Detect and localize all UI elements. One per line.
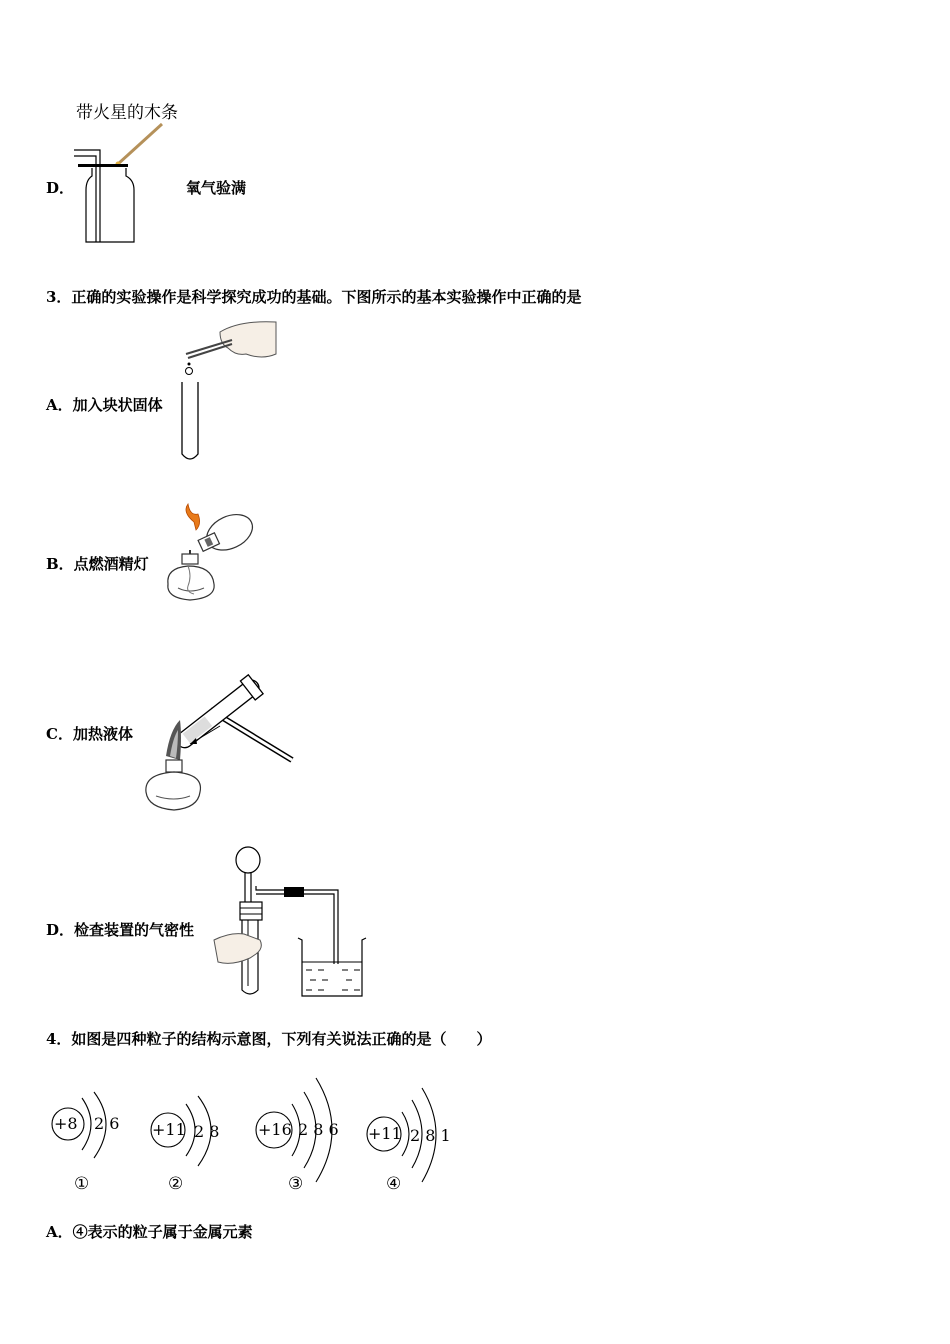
q3-option-a: A．加入块状固体 xyxy=(46,396,163,414)
q3-option-d: D．检查装置的气密性 xyxy=(46,921,195,939)
particle-3-nucleus: +16 xyxy=(258,1120,292,1139)
q4-stem: 4．如图是四种粒子的结构示意图，下列有关说法正确的是（ ） xyxy=(46,1030,492,1048)
figure-label-wood-strip: 带火星的木条 xyxy=(76,103,178,123)
particle-3-electrons: 2 8 6 xyxy=(298,1120,339,1139)
q3-option-b: B．点燃酒精灯 xyxy=(46,555,149,573)
particle-1-index: ① xyxy=(74,1174,90,1194)
particle-diagram-4 xyxy=(364,1078,464,1198)
light-lamp-figure xyxy=(158,502,262,608)
particle-2-electrons: 2 8 xyxy=(194,1122,220,1141)
airtightness-figure xyxy=(210,846,370,998)
particle-diagram-3 xyxy=(254,1072,354,1198)
particle-1-electrons: 2 6 xyxy=(94,1114,120,1133)
oxygen-check-figure xyxy=(70,118,170,246)
particle-3-index: ③ xyxy=(288,1174,304,1194)
particle-4-nucleus: +11 xyxy=(368,1124,402,1143)
add-solid-figure xyxy=(176,318,280,464)
q3-option-c: C．加热液体 xyxy=(46,725,133,743)
q4-option-a: A．④表示的粒子属于金属元素 xyxy=(46,1223,253,1241)
particle-1-nucleus: +8 xyxy=(54,1114,78,1133)
q3-stem: 3．正确的实验操作是科学探究成功的基础。下图所示的基本实验操作中正确的是 xyxy=(46,288,582,306)
q2-option-d-letter: D． xyxy=(46,179,75,197)
particle-diagram-2 xyxy=(148,1080,238,1198)
q2-option-d-caption: 氧气验满 xyxy=(186,179,247,197)
particle-diagram-1 xyxy=(48,1078,138,1198)
particle-2-nucleus: +11 xyxy=(152,1120,186,1139)
particle-4-index: ④ xyxy=(386,1174,402,1194)
particle-2-index: ② xyxy=(168,1174,184,1194)
heat-liquid-figure xyxy=(140,656,300,816)
particle-4-electrons: 2 8 1 xyxy=(410,1126,451,1145)
